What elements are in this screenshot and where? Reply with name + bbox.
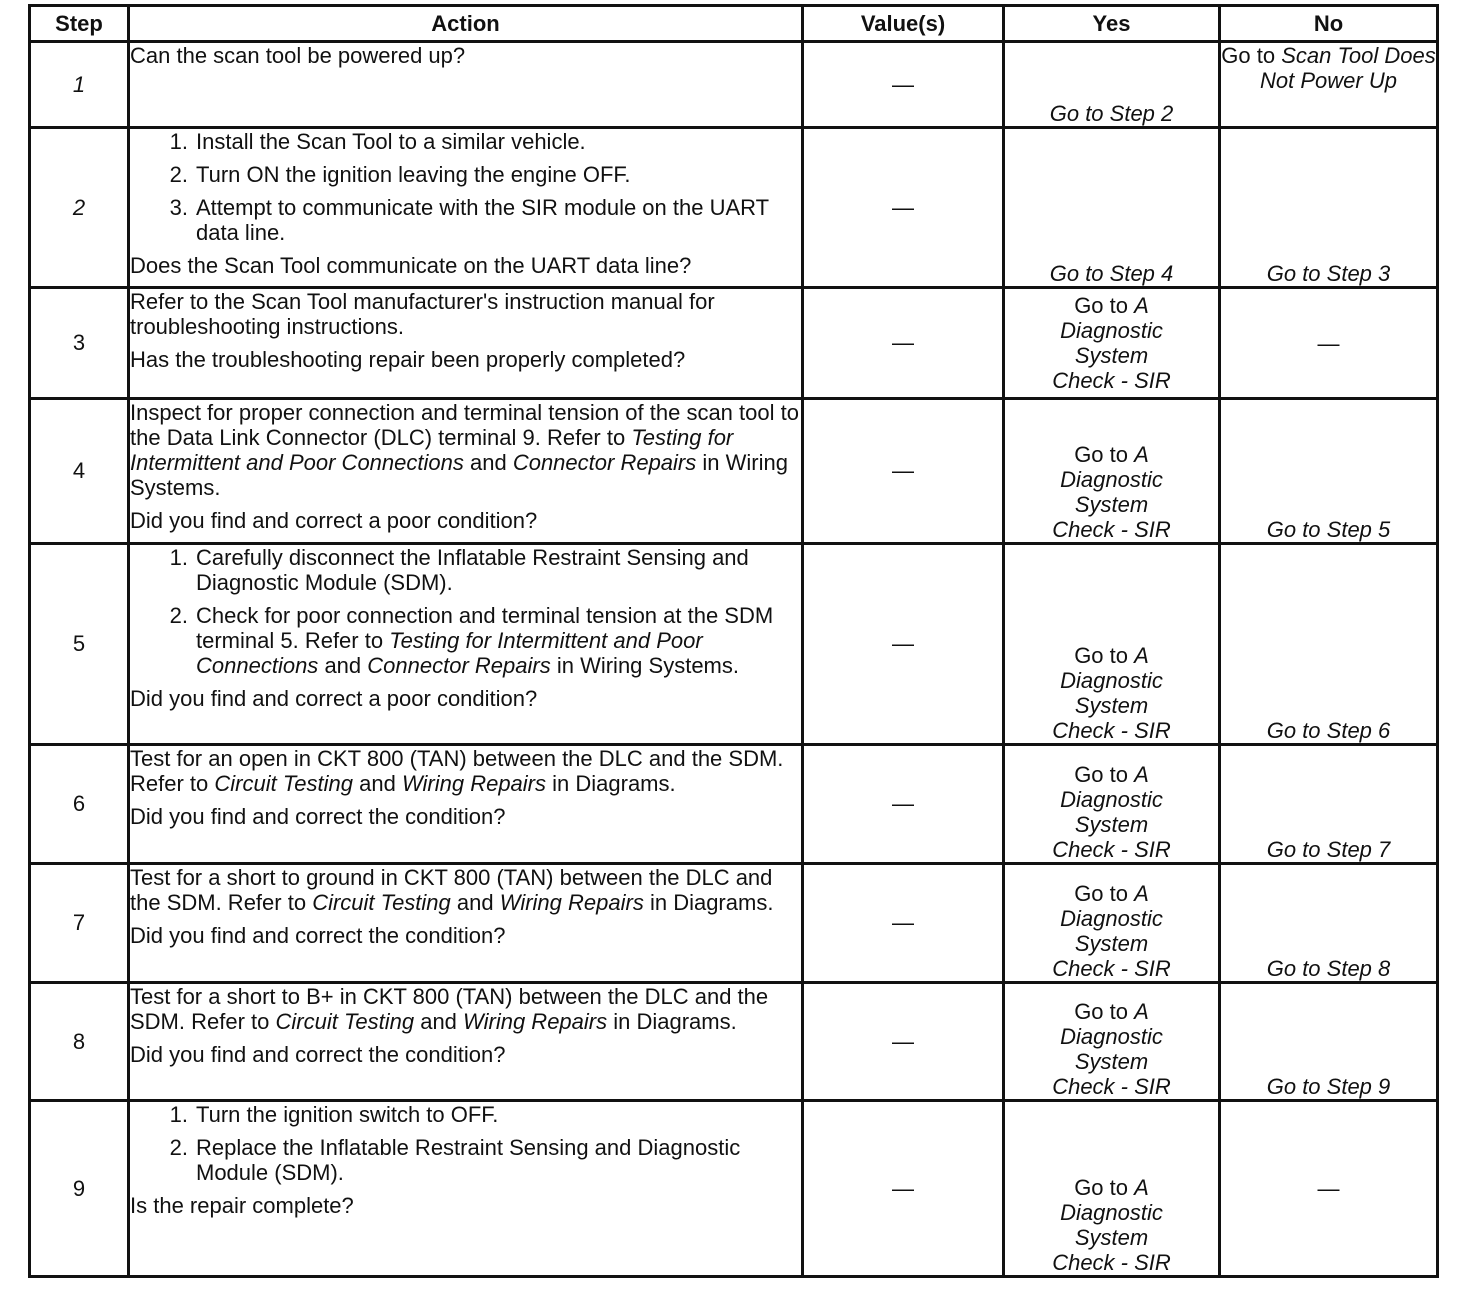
action-cell (129, 864, 803, 983)
action-list (130, 1102, 801, 1185)
step-number: 7 (30, 864, 129, 983)
question-text: Did you find and correct the condition? (130, 804, 506, 829)
reference-link[interactable]: Circuit Testing (312, 890, 451, 915)
value-cell: — (803, 544, 1004, 745)
action-cell (129, 544, 803, 745)
yes-cell[interactable] (1004, 128, 1220, 288)
action-cell (129, 1101, 803, 1277)
no-cell[interactable] (1220, 983, 1438, 1101)
action-cell (129, 399, 803, 544)
no-link[interactable]: Go to Step 6 (1266, 718, 1391, 743)
action-cell (129, 288, 803, 399)
step-number: 9 (30, 1101, 129, 1277)
yes-link[interactable]: Go to Step 2 (1049, 101, 1174, 126)
question-text: Does the Scan Tool communicate on the UART data line? (130, 253, 692, 278)
yes-cell[interactable]: Go to A Diagnostic System Check - SIR (1004, 288, 1220, 399)
no-link[interactable]: Go to Step 9 (1266, 1074, 1391, 1099)
question-text: Did you find and correct a poor condition? (130, 686, 538, 711)
action-text: Test for a short to ground in CKT 800 (TAN) between the DLC and the SDM. Refer to Circuit Testing and Wiring Repairs in Diagrams. (130, 865, 774, 915)
no-link[interactable]: Go to Step 5 (1266, 517, 1391, 542)
no-cell[interactable] (1220, 864, 1438, 983)
reference-link[interactable]: Wiring Repairs (463, 1009, 608, 1034)
list-item: 2. Replace the Inflatable Restraint Sensing and Diagnostic Module (SDM). (169, 1135, 741, 1185)
reference-link[interactable]: Testing for Intermittent and Poor Connections (130, 425, 734, 475)
no-cell[interactable] (1220, 42, 1438, 128)
yes-cell[interactable]: Go to A Diagnostic System Check - SIR (1004, 1101, 1220, 1277)
action-cell (129, 42, 803, 128)
action-text: Can the scan tool be powered up? (130, 43, 466, 68)
no-link[interactable]: Scan Tool Does Not Power Up (1260, 43, 1436, 93)
yes-cell[interactable]: Go to A Diagnostic System Check - SIR (1004, 983, 1220, 1101)
reference-link[interactable]: Wiring Repairs (401, 771, 547, 796)
value-cell: — (803, 399, 1004, 544)
question-text: Has the troubleshooting repair been properly completed? (130, 347, 686, 372)
no-link[interactable]: Go to Step 7 (1266, 837, 1391, 862)
action-list (130, 545, 801, 678)
header-row (30, 6, 1438, 42)
reference-link[interactable]: Connector Repairs (512, 450, 697, 475)
yes-cell[interactable]: Go to A Diagnostic System Check - SIR (1004, 745, 1220, 864)
step-number: 1 (30, 42, 129, 128)
diagnostic-table (28, 4, 1439, 1278)
no-cell[interactable] (1220, 399, 1438, 544)
no-prefix: Go to (1221, 43, 1276, 68)
value-cell: — (803, 42, 1004, 128)
table-row (30, 128, 1438, 288)
table-row (30, 42, 1438, 128)
header-step: Step (30, 6, 129, 42)
table-row (30, 983, 1438, 1101)
yes-cell[interactable]: Go to A Diagnostic System Check - SIR (1004, 399, 1220, 544)
header-yes: Yes (1004, 6, 1220, 42)
yes-link[interactable]: Go to Step 4 (1049, 261, 1174, 286)
no-cell[interactable] (1220, 128, 1438, 288)
no-link[interactable]: Go to Step 3 (1266, 261, 1391, 286)
list-item: 1. Carefully disconnect the Inflatable Restraint Sensing and Diagnostic Module (SDM). (169, 545, 749, 595)
action-list (130, 129, 801, 245)
action-cell (129, 128, 803, 288)
reference-link[interactable]: Connector Repairs (367, 653, 551, 678)
no-cell: — (1220, 1101, 1438, 1277)
value-cell: — (803, 983, 1004, 1101)
table-row (30, 544, 1438, 745)
table-row (30, 399, 1438, 544)
action-text: Test for a short to B+ in CKT 800 (TAN) between the DLC and the SDM. Refer to Circuit Testing and Wiring Repairs in Diagrams. (130, 984, 769, 1034)
value-cell: — (803, 745, 1004, 864)
list-item: 1. Install the Scan Tool to a similar vehicle. (169, 129, 586, 154)
header-no: No (1220, 6, 1438, 42)
value-cell: — (803, 864, 1004, 983)
list-item: 2. Check for poor connection and terminal tension at the SDM terminal 5. Refer to Testing for Intermittent and Poor Connections and Connector Repairs in Wiring Systems. (169, 603, 774, 678)
question-text: Did you find and correct a poor condition? (130, 508, 538, 533)
list-item: 3. Attempt to communicate with the SIR module on the UART data line. (169, 195, 769, 245)
step-number: 5 (30, 544, 129, 745)
action-text: Refer to the Scan Tool manufacturer's instruction manual for troubleshooting instructions. (130, 289, 715, 339)
value-cell: — (803, 1101, 1004, 1277)
list-item: 1. Turn the ignition switch to OFF. (169, 1102, 499, 1127)
yes-cell[interactable]: Go to A Diagnostic System Check - SIR (1004, 864, 1220, 983)
question-text: Did you find and correct the condition? (130, 1042, 506, 1067)
question-text: Is the repair complete? (130, 1193, 354, 1218)
step-number: 8 (30, 983, 129, 1101)
yes-cell[interactable]: Go to A Diagnostic System Check - SIR (1004, 544, 1220, 745)
no-cell[interactable] (1220, 544, 1438, 745)
reference-link[interactable]: Circuit Testing (214, 771, 353, 796)
reference-link[interactable]: Testing for Intermittent and Poor Connections (196, 628, 703, 678)
table-row (30, 745, 1438, 864)
table-row (30, 288, 1438, 399)
list-item: 2. Turn ON the ignition leaving the engine OFF. (169, 162, 631, 187)
header-action: Action (129, 6, 803, 42)
value-cell: — (803, 128, 1004, 288)
step-number: 6 (30, 745, 129, 864)
step-number: 3 (30, 288, 129, 399)
value-cell: — (803, 288, 1004, 399)
no-cell[interactable] (1220, 745, 1438, 864)
reference-link[interactable]: Wiring Repairs (499, 890, 644, 915)
step-number: 4 (30, 399, 129, 544)
table-row (30, 864, 1438, 983)
step-number: 2 (30, 128, 129, 288)
no-link[interactable]: Go to Step 8 (1266, 956, 1391, 981)
yes-cell[interactable] (1004, 42, 1220, 128)
header-values: Value(s) (803, 6, 1004, 42)
reference-link[interactable]: Circuit Testing (275, 1009, 415, 1034)
action-cell (129, 983, 803, 1101)
no-cell: — (1220, 288, 1438, 399)
action-text: Inspect for proper connection and terminal tension of the scan tool to the Data Link Connector (DLC) terminal 9. Refer to Testing for Intermittent and Poor Connections and Connector Repairs in Wiring Systems. (130, 400, 799, 500)
action-cell (129, 745, 803, 864)
question-text: Did you find and correct the condition? (130, 923, 506, 948)
table-row (30, 1101, 1438, 1277)
action-text: Test for an open in CKT 800 (TAN) between the DLC and the SDM. Refer to Circuit Testing and Wiring Repairs in Diagrams. (130, 746, 784, 796)
